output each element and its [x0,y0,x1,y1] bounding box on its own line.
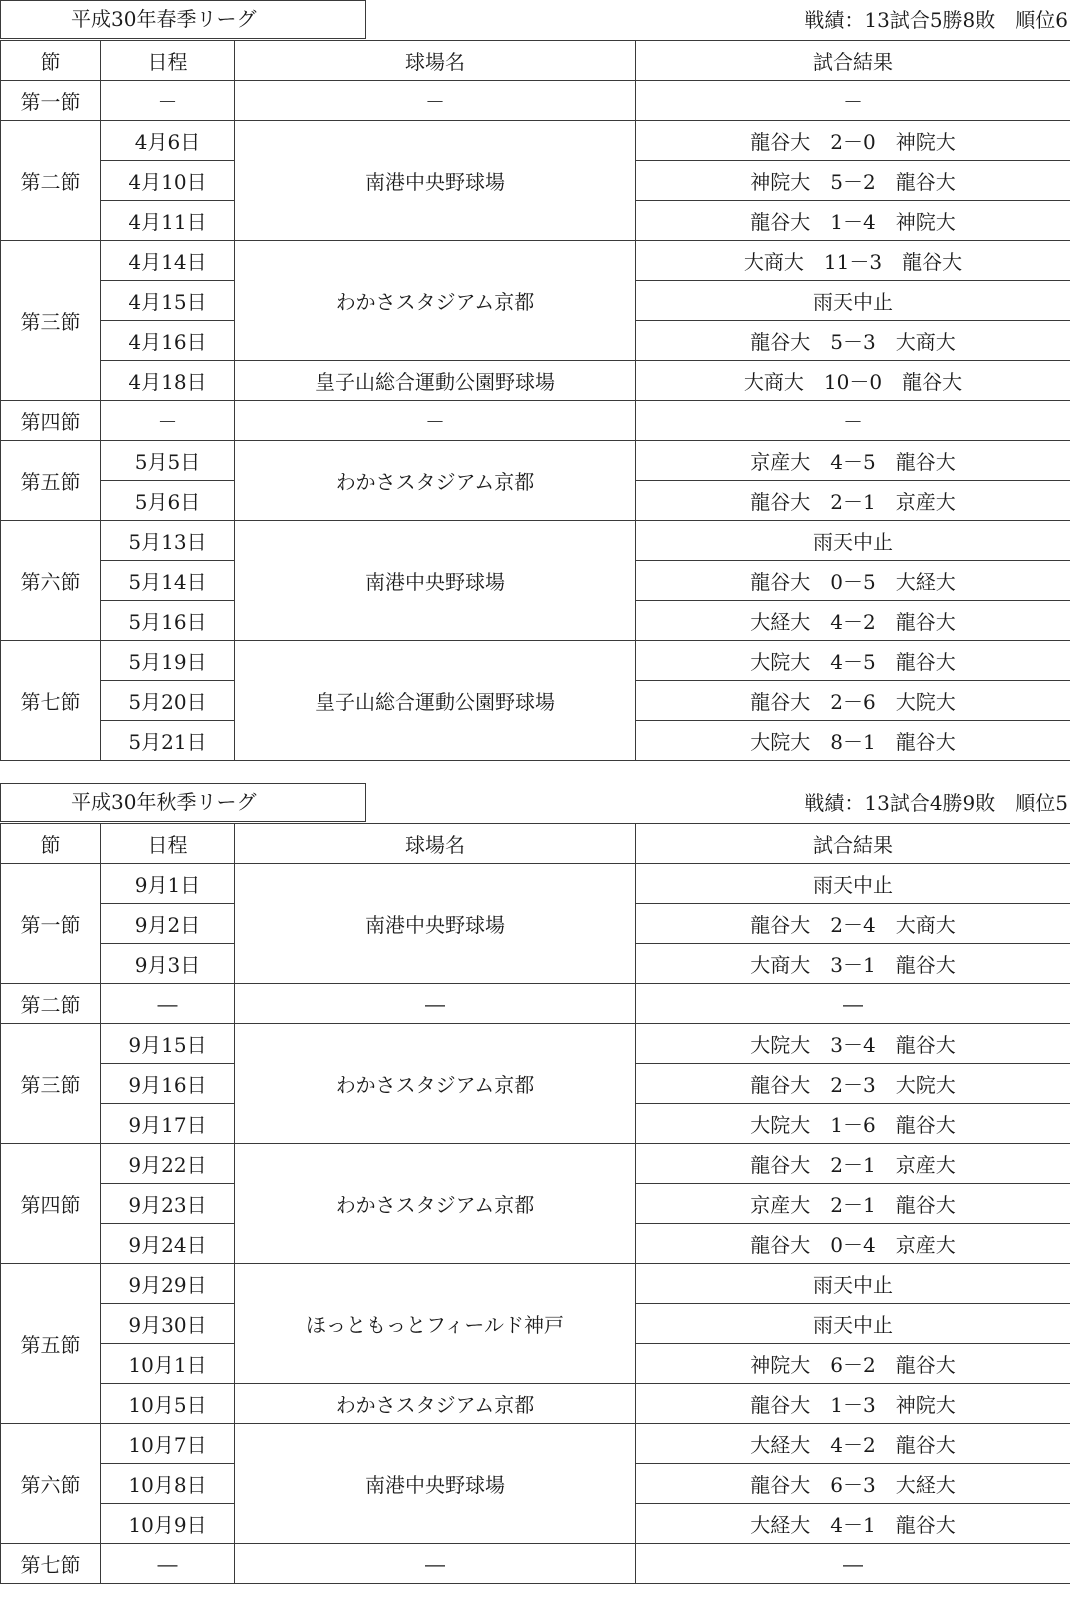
header-venue: 球場名 [235,41,636,81]
result-cell: － [636,81,1070,121]
table-row [1,984,1070,1024]
result-cell: ― [636,984,1070,1024]
date-cell: 9月24日 [101,1224,235,1264]
result-cell: 京産大 2－1 龍谷大 [636,1184,1070,1224]
spring-league-section [0,0,1070,761]
result-cell: 大経大 4－2 龍谷大 [636,601,1070,641]
result-cell: 龍谷大 2－4 大商大 [636,904,1070,944]
schedule-body [1,864,1070,1584]
result-cell: 大院大 3－4 龍谷大 [636,1024,1070,1064]
header-result: 試合結果 [636,41,1070,81]
result-cell: 大商大 3－1 龍谷大 [636,944,1070,984]
result-cell: 大院大 8－1 龍谷大 [636,721,1070,761]
date-cell: 9月15日 [101,1024,235,1064]
header-result: 試合結果 [636,824,1070,864]
result-cell: 大商大 10－0 龍谷大 [636,361,1070,401]
result-cell: 龍谷大 2－1 京産大 [636,481,1070,521]
venue-cell: ― [235,1544,636,1584]
venue-cell: わかさスタジアム京都 [235,1144,636,1264]
round-cell: 第二節 [1,121,101,241]
result-cell: 龍谷大 1－4 神院大 [636,201,1070,241]
venue-cell: わかさスタジアム京都 [235,1384,636,1424]
date-cell: 9月22日 [101,1144,235,1184]
result-cell: 龍谷大 2－0 神院大 [636,121,1070,161]
table-row [1,1024,1070,1064]
header-date: 日程 [101,824,235,864]
venue-cell: 皇子山総合運動公園野球場 [235,641,636,761]
result-cell: 大経大 4－2 龍谷大 [636,1424,1070,1464]
date-cell: 9月1日 [101,864,235,904]
table-row [1,1544,1070,1584]
header-date: 日程 [101,41,235,81]
date-cell: 5月13日 [101,521,235,561]
date-cell: 10月8日 [101,1464,235,1504]
round-cell: 第六節 [1,1424,101,1544]
date-cell: 9月23日 [101,1184,235,1224]
venue-cell: ほっともっとフィールド神戸 [235,1264,636,1384]
result-cell: － [636,401,1070,441]
date-cell: 9月17日 [101,1104,235,1144]
date-cell: 5月14日 [101,561,235,601]
date-cell: 9月16日 [101,1064,235,1104]
result-cell: 大商大 11－3 龍谷大 [636,241,1070,281]
result-cell: 龍谷大 2－1 京産大 [636,1144,1070,1184]
venue-cell: わかさスタジアム京都 [235,441,636,521]
date-cell: 4月11日 [101,201,235,241]
table-row [1,641,1070,681]
date-cell: 4月18日 [101,361,235,401]
league-record: 戦績：13試合4勝9敗 順位5 [804,791,1068,815]
date-cell: 4月15日 [101,281,235,321]
result-cell: 龍谷大 2－3 大院大 [636,1064,1070,1104]
result-cell: 龍谷大 2－6 大院大 [636,681,1070,721]
round-cell: 第七節 [1,641,101,761]
round-cell: 第一節 [1,864,101,984]
date-cell: 4月6日 [101,121,235,161]
header-round: 節 [1,41,101,81]
result-cell: 雨天中止 [636,864,1070,904]
table-row [1,1384,1070,1424]
date-cell: ― [101,1544,235,1584]
venue-cell: 南港中央野球場 [235,864,636,984]
date-cell: 9月30日 [101,1304,235,1344]
date-cell: 10月9日 [101,1504,235,1544]
table-row [1,361,1070,401]
league-header [0,783,1070,823]
date-cell: 5月6日 [101,481,235,521]
result-cell: 大院大 1－6 龍谷大 [636,1104,1070,1144]
venue-cell: わかさスタジアム京都 [235,1024,636,1144]
result-cell: 京産大 4－5 龍谷大 [636,441,1070,481]
date-cell: 5月20日 [101,681,235,721]
date-cell: 9月3日 [101,944,235,984]
round-cell: 第四節 [1,1144,101,1264]
venue-cell: 南港中央野球場 [235,521,636,641]
date-cell: 9月2日 [101,904,235,944]
result-cell: 神院大 5－2 龍谷大 [636,161,1070,201]
venue-cell: わかさスタジアム京都 [235,241,636,361]
date-cell: 10月7日 [101,1424,235,1464]
venue-cell: － [235,81,636,121]
venue-cell: ― [235,984,636,1024]
table-row [1,401,1070,441]
venue-cell: 皇子山総合運動公園野球場 [235,361,636,401]
table-row [1,521,1070,561]
table-row [1,1424,1070,1464]
result-cell: ― [636,1544,1070,1584]
round-cell: 第二節 [1,984,101,1024]
round-cell: 第三節 [1,1024,101,1144]
result-cell: 龍谷大 0－5 大経大 [636,561,1070,601]
league-record: 戦績：13試合5勝8敗 順位6 [804,8,1068,32]
date-cell: 4月14日 [101,241,235,281]
date-cell: － [101,401,235,441]
round-cell: 第三節 [1,241,101,401]
date-cell: 4月16日 [101,321,235,361]
result-cell: 龍谷大 5－3 大商大 [636,321,1070,361]
table-header-row [1,41,1070,81]
table-row [1,81,1070,121]
league-header [0,0,1070,40]
result-cell: 龍谷大 6－3 大経大 [636,1464,1070,1504]
table-row [1,121,1070,161]
round-cell: 第一節 [1,81,101,121]
table-row [1,441,1070,481]
date-cell: － [101,81,235,121]
result-cell: 龍谷大 0－4 京産大 [636,1224,1070,1264]
table-row [1,1264,1070,1304]
result-cell: 大院大 4－5 龍谷大 [636,641,1070,681]
league-title: 平成30年秋季リーグ [0,783,366,822]
date-cell: 9月29日 [101,1264,235,1304]
round-cell: 第五節 [1,1264,101,1424]
table-row [1,1144,1070,1184]
result-cell: 雨天中止 [636,1264,1070,1304]
schedule-table [0,823,1070,1584]
result-cell: 大経大 4－1 龍谷大 [636,1504,1070,1544]
date-cell: ― [101,984,235,1024]
round-cell: 第五節 [1,441,101,521]
result-cell: 雨天中止 [636,521,1070,561]
schedule-body [1,81,1070,761]
date-cell: 5月19日 [101,641,235,681]
schedule-table [0,40,1070,761]
table-header-row [1,824,1070,864]
header-round: 節 [1,824,101,864]
round-cell: 第七節 [1,1544,101,1584]
date-cell: 5月16日 [101,601,235,641]
result-cell: 雨天中止 [636,281,1070,321]
venue-cell: － [235,401,636,441]
header-venue: 球場名 [235,824,636,864]
date-cell: 10月5日 [101,1384,235,1424]
round-cell: 第四節 [1,401,101,441]
autumn-league-section [0,783,1070,1584]
venue-cell: 南港中央野球場 [235,1424,636,1544]
result-cell: 神院大 6－2 龍谷大 [636,1344,1070,1384]
table-row [1,864,1070,904]
date-cell: 10月1日 [101,1344,235,1384]
round-cell: 第六節 [1,521,101,641]
date-cell: 5月5日 [101,441,235,481]
result-cell: 龍谷大 1－3 神院大 [636,1384,1070,1424]
result-cell: 雨天中止 [636,1304,1070,1344]
date-cell: 4月10日 [101,161,235,201]
league-title: 平成30年春季リーグ [0,0,366,39]
venue-cell: 南港中央野球場 [235,121,636,241]
date-cell: 5月21日 [101,721,235,761]
table-row [1,241,1070,281]
